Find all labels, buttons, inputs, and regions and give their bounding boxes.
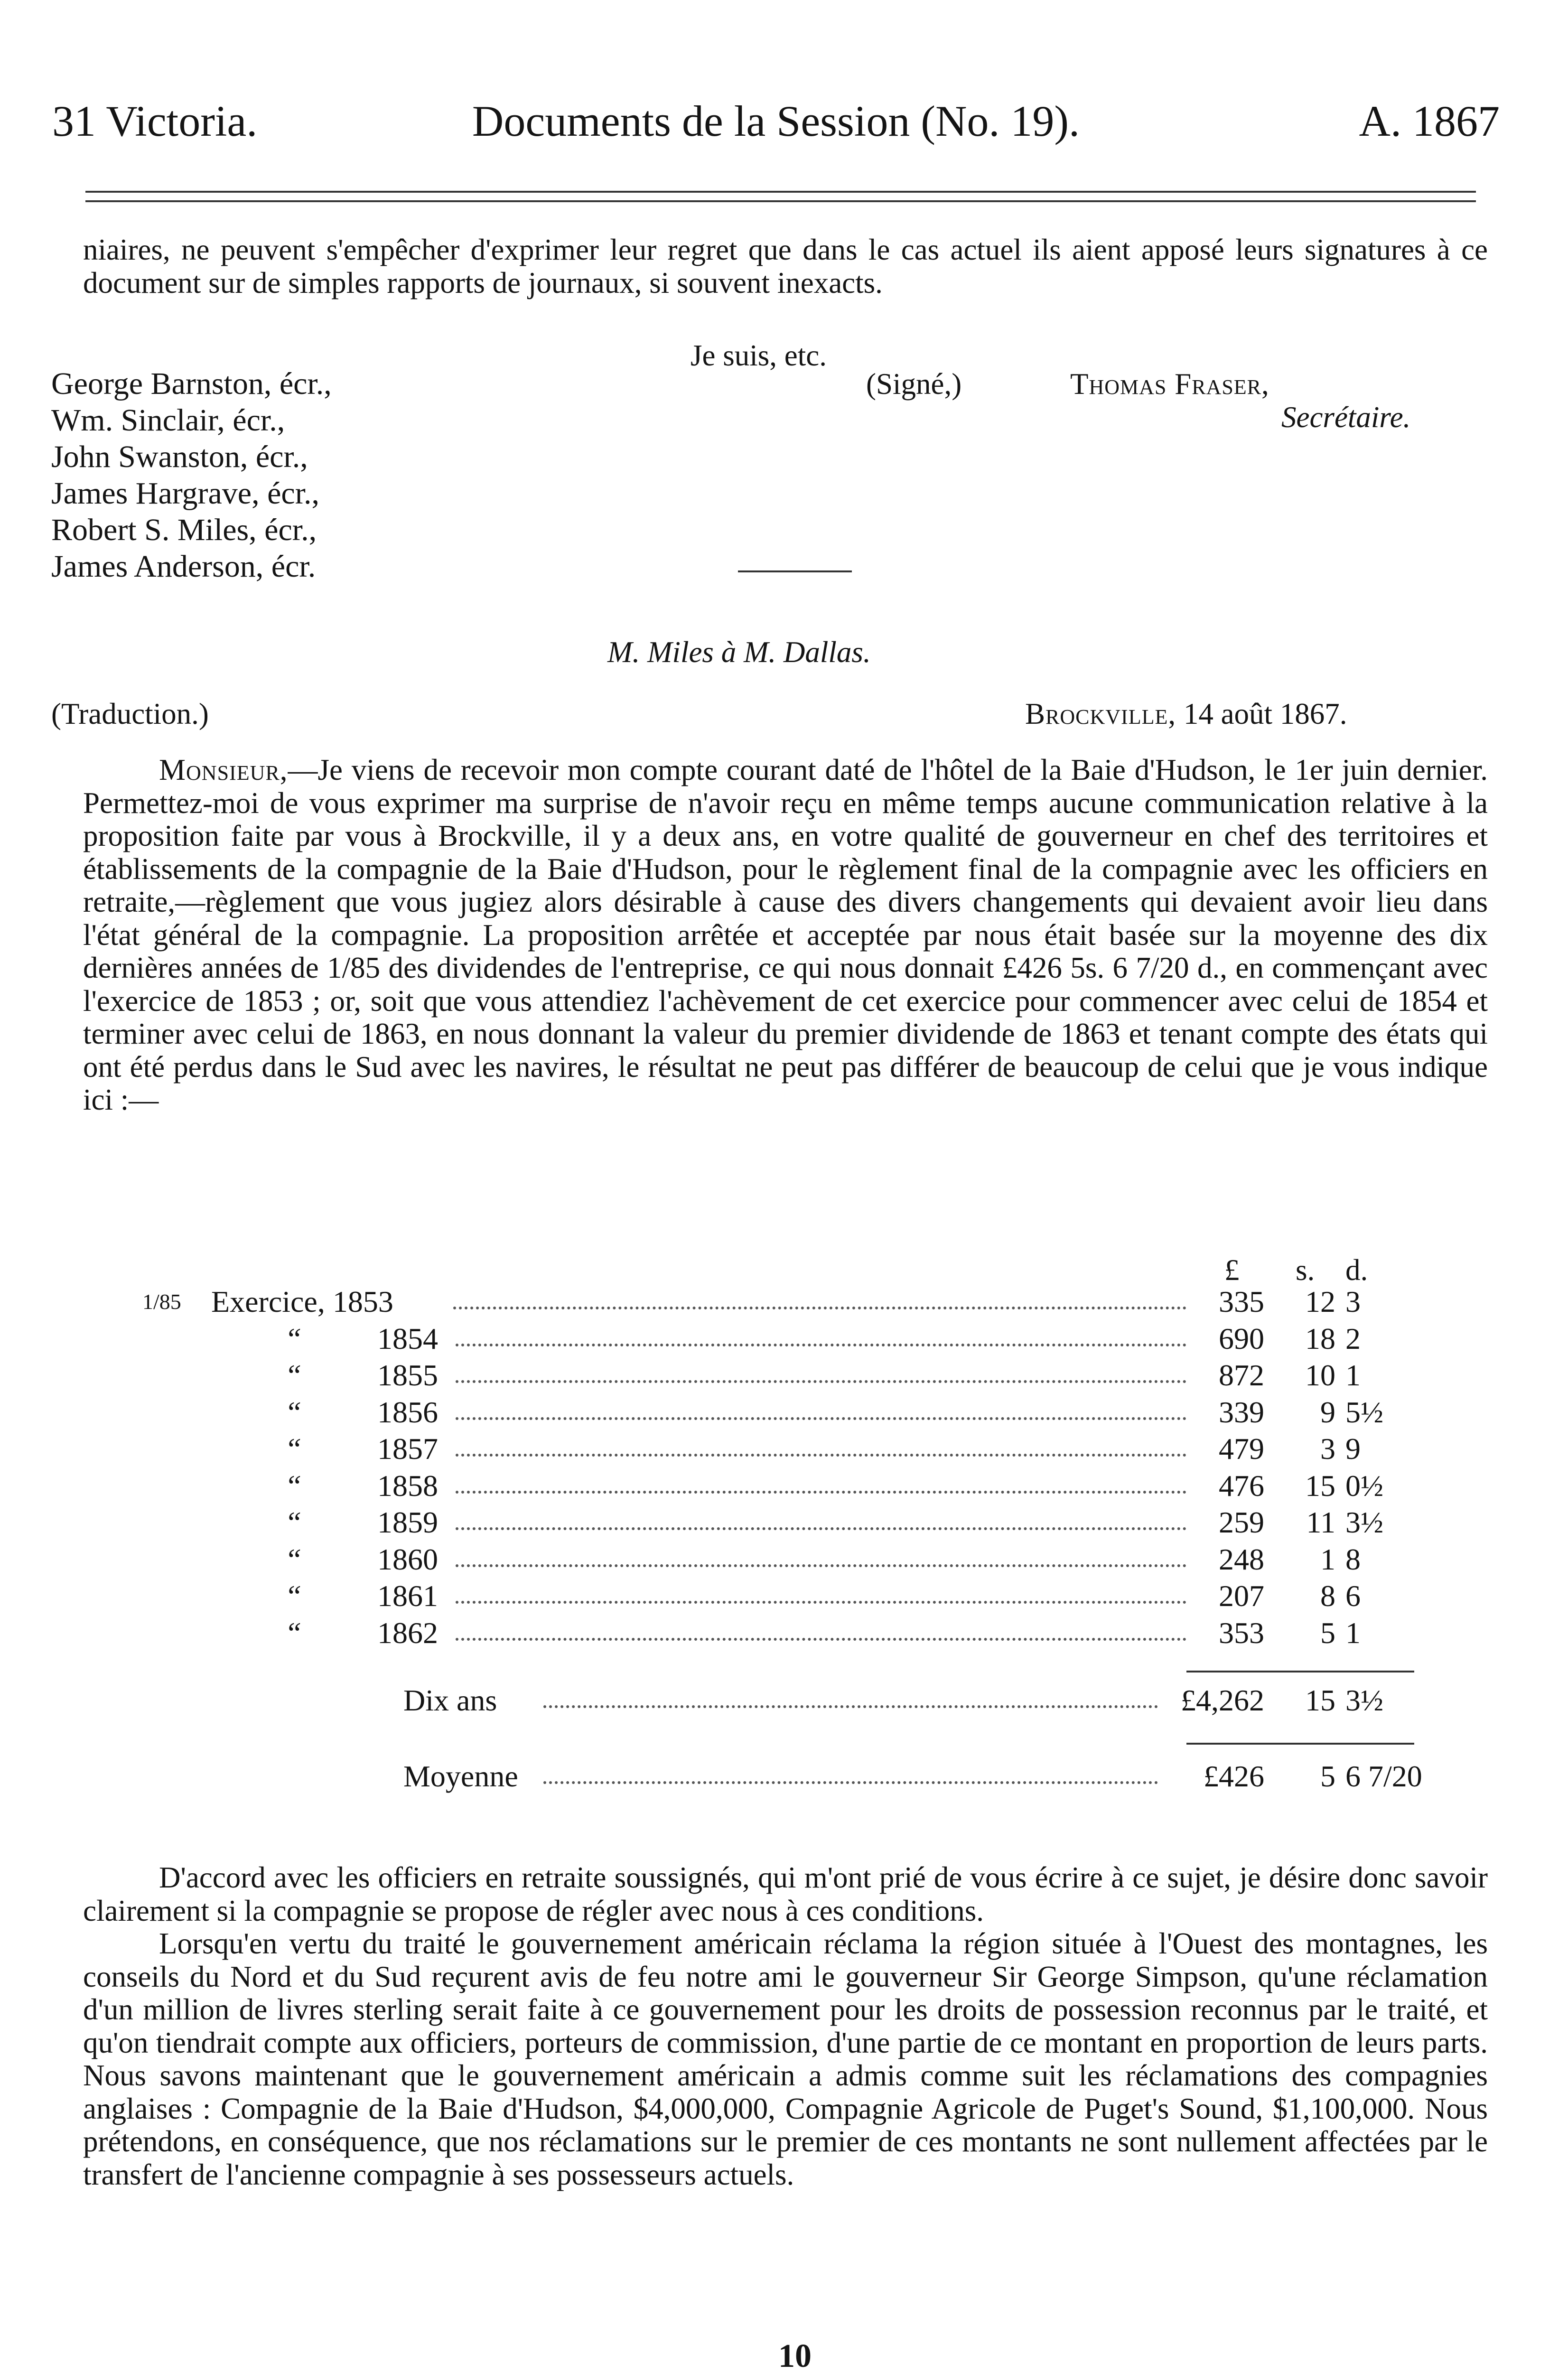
pence-value: 3 bbox=[1345, 1285, 1361, 1318]
pounds-value: 479 bbox=[1219, 1432, 1264, 1466]
table-row bbox=[0, 1284, 1568, 1320]
running-header bbox=[52, 95, 1500, 147]
header-left: 31 Victoria. bbox=[52, 97, 258, 145]
average-row bbox=[0, 1758, 1568, 1794]
pence-value: 6 7/20 bbox=[1345, 1759, 1422, 1793]
signatory: John Swanston, écr., bbox=[51, 439, 308, 474]
letter-body bbox=[83, 754, 1488, 1117]
row-year: 1857 bbox=[377, 1432, 438, 1466]
pounds-value: 335 bbox=[1219, 1285, 1264, 1318]
shillings-value: 9 bbox=[1320, 1395, 1335, 1429]
dot-leader bbox=[456, 1601, 1186, 1604]
pence-value: 5½ bbox=[1345, 1395, 1383, 1429]
header-rule-bottom bbox=[85, 200, 1476, 202]
pence-value: 0½ bbox=[1345, 1468, 1383, 1503]
pounds-value: 207 bbox=[1219, 1579, 1264, 1613]
pence-value: 1 bbox=[1345, 1358, 1361, 1392]
table-rule-total bbox=[1186, 1671, 1414, 1672]
row-year: 1859 bbox=[377, 1505, 438, 1539]
row-year: 1858 bbox=[377, 1468, 438, 1503]
letter-dateline bbox=[1025, 698, 1347, 730]
row-year: 1862 bbox=[377, 1616, 438, 1650]
header-right: A. 1867 bbox=[1359, 97, 1500, 145]
currency-header-pence: d. bbox=[1345, 1253, 1368, 1287]
dot-leader bbox=[456, 1454, 1186, 1457]
table-row bbox=[0, 1357, 1568, 1393]
header-center: Documents de la Session (No. 19). bbox=[472, 97, 1080, 145]
currency-header-shillings: s. bbox=[1296, 1253, 1315, 1287]
pence-value: 3½ bbox=[1345, 1505, 1383, 1539]
table-row bbox=[0, 1578, 1568, 1614]
ditto-mark: “ bbox=[285, 1358, 302, 1392]
currency-header-pounds: £ bbox=[1224, 1253, 1240, 1287]
table-row bbox=[0, 1542, 1568, 1578]
total-row bbox=[0, 1682, 1568, 1719]
row-year: 1854 bbox=[377, 1321, 438, 1355]
table-row bbox=[0, 1394, 1568, 1430]
row-year: 1860 bbox=[377, 1542, 438, 1576]
ditto-mark: “ bbox=[285, 1505, 302, 1539]
signatory-title: Secrétaire. bbox=[1281, 401, 1411, 434]
ditto-mark: “ bbox=[285, 1579, 302, 1613]
pence-value: 1 bbox=[1345, 1616, 1361, 1650]
pounds-value: 259 bbox=[1219, 1505, 1264, 1539]
pence-value: 3½ bbox=[1345, 1683, 1383, 1717]
shillings-value: 5 bbox=[1320, 1616, 1335, 1650]
shillings-value: 18 bbox=[1305, 1321, 1335, 1355]
pence-value: 9 bbox=[1345, 1432, 1361, 1466]
dot-leader bbox=[543, 1705, 1158, 1708]
shillings-value: 15 bbox=[1305, 1683, 1335, 1717]
dot-leader bbox=[456, 1491, 1186, 1494]
pence-value: 8 bbox=[1345, 1542, 1361, 1576]
page-number: 10 bbox=[778, 2338, 812, 2373]
dot-leader bbox=[456, 1344, 1186, 1346]
shillings-value: 15 bbox=[1305, 1468, 1335, 1503]
translation-note: (Traduction.) bbox=[51, 697, 209, 730]
row-label: Exercice, 1853 bbox=[211, 1285, 393, 1318]
signatory: George Barnston, écr., bbox=[51, 366, 332, 401]
table-row bbox=[0, 1431, 1568, 1467]
ditto-mark: “ bbox=[285, 1432, 302, 1466]
shillings-value: 5 bbox=[1320, 1759, 1335, 1793]
pounds-value: 248 bbox=[1219, 1542, 1264, 1576]
signatory: James Anderson, écr. bbox=[51, 549, 316, 584]
dot-leader bbox=[456, 1638, 1186, 1641]
dot-leader bbox=[456, 1527, 1186, 1530]
dot-leader bbox=[456, 1380, 1186, 1383]
pounds-value: 690 bbox=[1219, 1321, 1264, 1355]
table-row bbox=[0, 1321, 1568, 1357]
header-rule-top bbox=[85, 191, 1476, 193]
shillings-value: 12 bbox=[1305, 1285, 1335, 1318]
row-year: 1861 bbox=[377, 1579, 438, 1613]
dot-leader bbox=[456, 1564, 1186, 1567]
section-divider bbox=[738, 570, 852, 572]
letter-place: Brockville, bbox=[1025, 697, 1176, 730]
ditto-mark: “ bbox=[285, 1542, 302, 1576]
pounds-value: 872 bbox=[1219, 1358, 1264, 1392]
pence-value: 6 bbox=[1345, 1579, 1361, 1613]
summary-label: Dix ans bbox=[403, 1683, 497, 1717]
signatory-name: Thomas Fraser, bbox=[1070, 367, 1269, 401]
letter-title: M. Miles à M. Dallas. bbox=[607, 635, 871, 669]
table-row bbox=[0, 1468, 1568, 1504]
summary-label: Moyenne bbox=[403, 1759, 518, 1793]
opening-paragraph: niaires, ne peuvent s'empêcher d'exprimer leur regret que dans le cas actuel ils aient apposé leurs signatures à ce document sur de simples rapports de journaux, si souvent inexacts. bbox=[83, 233, 1488, 299]
dot-leader bbox=[456, 1417, 1186, 1420]
shillings-value: 8 bbox=[1320, 1579, 1335, 1613]
pounds-value: £426 bbox=[1204, 1759, 1264, 1793]
paragraph: D'accord avec les officiers en retraite soussignés, qui m'ont prié de vous écrire à ce sujet, je désire donc savoir clairement si la compagnie se propose de régler avec nous à ces conditions. bbox=[83, 1861, 1488, 1927]
pounds-value: 353 bbox=[1219, 1616, 1264, 1650]
shillings-value: 10 bbox=[1305, 1358, 1335, 1392]
pounds-value: £4,262 bbox=[1181, 1683, 1264, 1717]
table-row bbox=[0, 1504, 1568, 1541]
signatory-list bbox=[51, 365, 332, 585]
ditto-mark: “ bbox=[285, 1468, 302, 1503]
signatory: James Hargrave, écr., bbox=[51, 476, 320, 511]
dot-leader bbox=[453, 1307, 1186, 1309]
shillings-value: 3 bbox=[1320, 1432, 1335, 1466]
salutation: Monsieur, bbox=[159, 753, 288, 786]
closing-paragraphs bbox=[83, 1861, 1488, 2191]
row-year: 1856 bbox=[377, 1395, 438, 1429]
paragraph: Lorsqu'en vertu du traité le gouvernement américain réclama la région située à l'Ouest des montagnes, les conseils du Nord et du Sud reçurent avis de feu notre ami le gouverneur Sir George Simpson, qu'une réclamation d'un million de livres sterling serait faite à ce gouvernement pour les droits de possession reconnus par le traité, et qu'on tiendrait compte aux officiers, porteurs de commission, d'une partie de ce montant en proportion de leurs parts. Nous savons maintenant que le gouvernement américain a admis comme suit les réclamations des compagnies anglaises : Compagnie de la Baie d'Hudson, $4,000,000, Compagnie Agricole de Puget's Sound, $1,100,000. Nous prétendons, en conséquence, que nos réclamations sur le premier de ces montants ne sont nullement affectées par le transfert de l'ancienne compagnie à ses possesseurs actuels. bbox=[83, 1927, 1488, 2191]
pounds-value: 339 bbox=[1219, 1395, 1264, 1429]
je-suis: Je suis, etc. bbox=[691, 339, 827, 372]
row-year: 1855 bbox=[377, 1358, 438, 1392]
signatory: Wm. Sinclair, écr., bbox=[51, 403, 285, 438]
dot-leader bbox=[543, 1781, 1158, 1784]
signe-label: (Signé,) bbox=[866, 367, 962, 401]
shillings-value: 11 bbox=[1306, 1505, 1335, 1539]
letter-body-text: —Je viens de recevoir mon compte courant daté de l'hôtel de la Baie d'Hudson, le 1er juin dernier. Permettez-moi de vous exprimer ma surprise de n'avoir reçu en même temps aucune communication relative à la proposition faite par vous à Brockville, il y a deux ans, en votre qualité de gouverneur en chef des territoires et établissements de la compagnie de la Baie d'Hudson, pour le règlement final de la compagnie avec les officiers en retraite,—règlement que vous jugiez alors désirable à cause des divers changements qui devaient avoir lieu dans l'état général de la compagnie. La proposition arrêtée et acceptée par nous était basée sur la moyenne des dix dernières années de 1/85 des dividendes de l'entreprise, ce qui nous donnait £426 5s. 6 7/20 d., en commençant avec l'exercice de 1853 ; or, soit que vous attendiez l'achèvement de cet exercice pour commencer avec celui de 1854 et terminer avec celui de 1863, en nous donnant la valeur du premier dividende de 1863 et tenant compte des états qui ont été perdus dans le Sud avec les navires, le résultat ne peut pas différer de beaucoup de celui que je vous indique ici :— bbox=[83, 753, 1488, 1116]
signatory: Robert S. Miles, écr., bbox=[51, 513, 317, 547]
shillings-value: 1 bbox=[1320, 1542, 1335, 1576]
pence-value: 2 bbox=[1345, 1321, 1361, 1355]
ditto-mark: “ bbox=[285, 1395, 302, 1429]
letter-date: 14 août 1867. bbox=[1183, 697, 1347, 730]
ditto-mark: “ bbox=[285, 1321, 302, 1355]
pounds-value: 476 bbox=[1219, 1468, 1264, 1503]
table-rule-average bbox=[1186, 1743, 1414, 1745]
fraction-prefix: 1/85 bbox=[142, 1289, 181, 1314]
ditto-mark: “ bbox=[285, 1616, 302, 1650]
table-row bbox=[0, 1615, 1568, 1651]
